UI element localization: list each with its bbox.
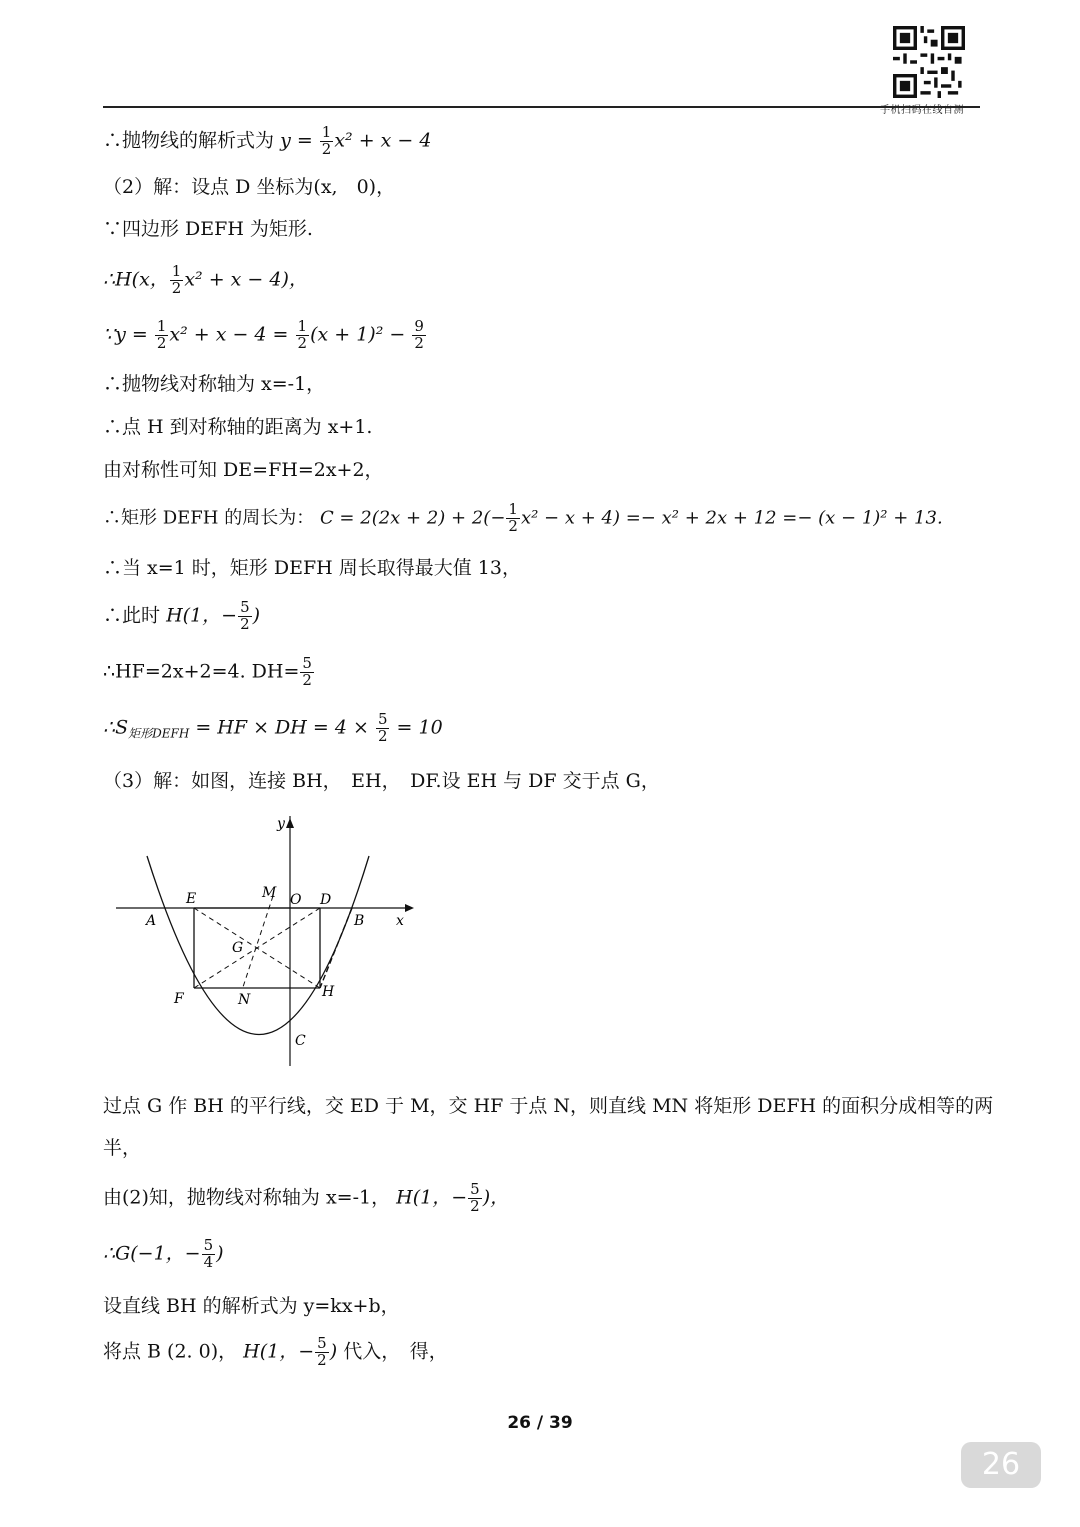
text-line: 设直线 BH 的解析式为 y=kx+b，: [103, 1295, 400, 1317]
y-axis-arrow: [286, 818, 294, 828]
text-line: 由对称性可知 DE=FH=2x+2，: [103, 459, 384, 481]
text-line: （2）解：设点 D 坐标为(x, 0)，: [103, 176, 396, 198]
header-rule: [103, 106, 980, 108]
text-line: ∴H(x， $\frac{1}{2}$ x² + x − 4)，: [103, 262, 308, 297]
text-line: ∴点 H 到对称轴的距离为 x+1.: [103, 416, 373, 438]
parabola-curve: [147, 856, 369, 1035]
label-y: y: [277, 816, 285, 832]
text-line: ∴抛物线对称轴为 x=-1，: [103, 373, 326, 395]
fraction: $\frac{1}{2}$: [321, 123, 332, 158]
fraction: $\frac{5}{2}$: [470, 1180, 480, 1215]
label-o: O: [290, 892, 302, 908]
text-line: （3）解：如图，连接 BH， EH， DF.设 EH 与 DF 交于点 G，: [103, 770, 660, 792]
fraction: $\frac{1}{2}$: [297, 317, 308, 352]
text-line: ∴G(−1，− $\frac{5}{4}$ ): [103, 1236, 224, 1271]
fraction: $\frac{5}{4}$: [203, 1236, 214, 1271]
qr-caption: 手机扫码在线自测: [880, 105, 964, 116]
text-line: ∵y = $\frac{1}{2}$ x² + x − 4 = $\frac{1}{2}$ (x + 1)² − $\frac{9}{2}$: [103, 317, 424, 352]
fraction: $\frac{5}{2}$: [377, 710, 388, 745]
text-line: ∵四边形 DEFH 为矩形.: [103, 218, 313, 240]
label-f: F: [174, 991, 184, 1007]
text-line: ∴当 x=1 时，矩形 DEFH 周长取得最大值 13，: [103, 557, 521, 579]
text-line: ∴矩形 DEFH 的周长为： C = 2(2x + 2) + 2(− $\frac{1}{2}$ x² − x + 4) =− x² + 2x + 12 =− (x − 1)² + 13.: [103, 500, 943, 535]
label-m: M: [262, 885, 277, 901]
dashed-mn: [242, 896, 273, 990]
x-axis-arrow: [405, 904, 414, 912]
fraction: $\frac{1}{2}$: [156, 317, 167, 352]
fraction: $\frac{5}{2}$: [240, 598, 250, 633]
fraction: $\frac{1}{2}$: [171, 262, 182, 297]
fraction: $\frac{5}{2}$: [317, 1334, 327, 1369]
text-line: 半，: [103, 1137, 142, 1159]
fraction: $\frac{9}{2}$: [414, 317, 424, 352]
label-c: C: [295, 1033, 306, 1049]
label-b: B: [354, 913, 365, 929]
text-line: ∴抛物线的解析式为 y = $\frac{1}{2}$ x² + x − 4: [103, 123, 432, 158]
label-g: G: [232, 940, 244, 956]
label-d: D: [320, 892, 332, 908]
fraction: $\frac{1}{2}$: [508, 500, 518, 535]
label-n: N: [238, 992, 251, 1008]
parabola-figure: [110, 808, 420, 1078]
text-line: 过点 G 作 BH 的平行线，交 ED 于 M，交 HF 于点 N，则直线 MN 将矩形 DEFH 的面积分成相等的两: [103, 1095, 994, 1117]
page-indicator: 26 / 39: [507, 1413, 573, 1433]
label-a: A: [146, 913, 157, 929]
text-line: 将点 B (2. 0)， H(1，− $\frac{5}{2}$ ) 代入， 得，: [103, 1334, 448, 1369]
text-line: ∴HF=2x+2=4. DH= $\frac{5}{2}$: [103, 654, 312, 689]
text-line: ∴此时 H(1，− $\frac{5}{2}$ ): [103, 598, 261, 633]
label-h: H: [322, 984, 335, 1000]
text-line: 由(2)知，抛物线对称轴为 x=-1， H(1，− $\frac{5}{2}$ )，: [103, 1180, 510, 1215]
qr-code-icon: [893, 26, 965, 98]
page-badge: 26: [961, 1442, 1041, 1488]
text-line: $\therefore S_{矩形DEFH}$ = HF × DH = 4 × $\frac{5}{2}$ = 10: [103, 710, 443, 745]
label-e: E: [186, 891, 197, 907]
fraction: $\frac{5}{2}$: [302, 654, 312, 689]
label-x: x: [396, 913, 404, 929]
